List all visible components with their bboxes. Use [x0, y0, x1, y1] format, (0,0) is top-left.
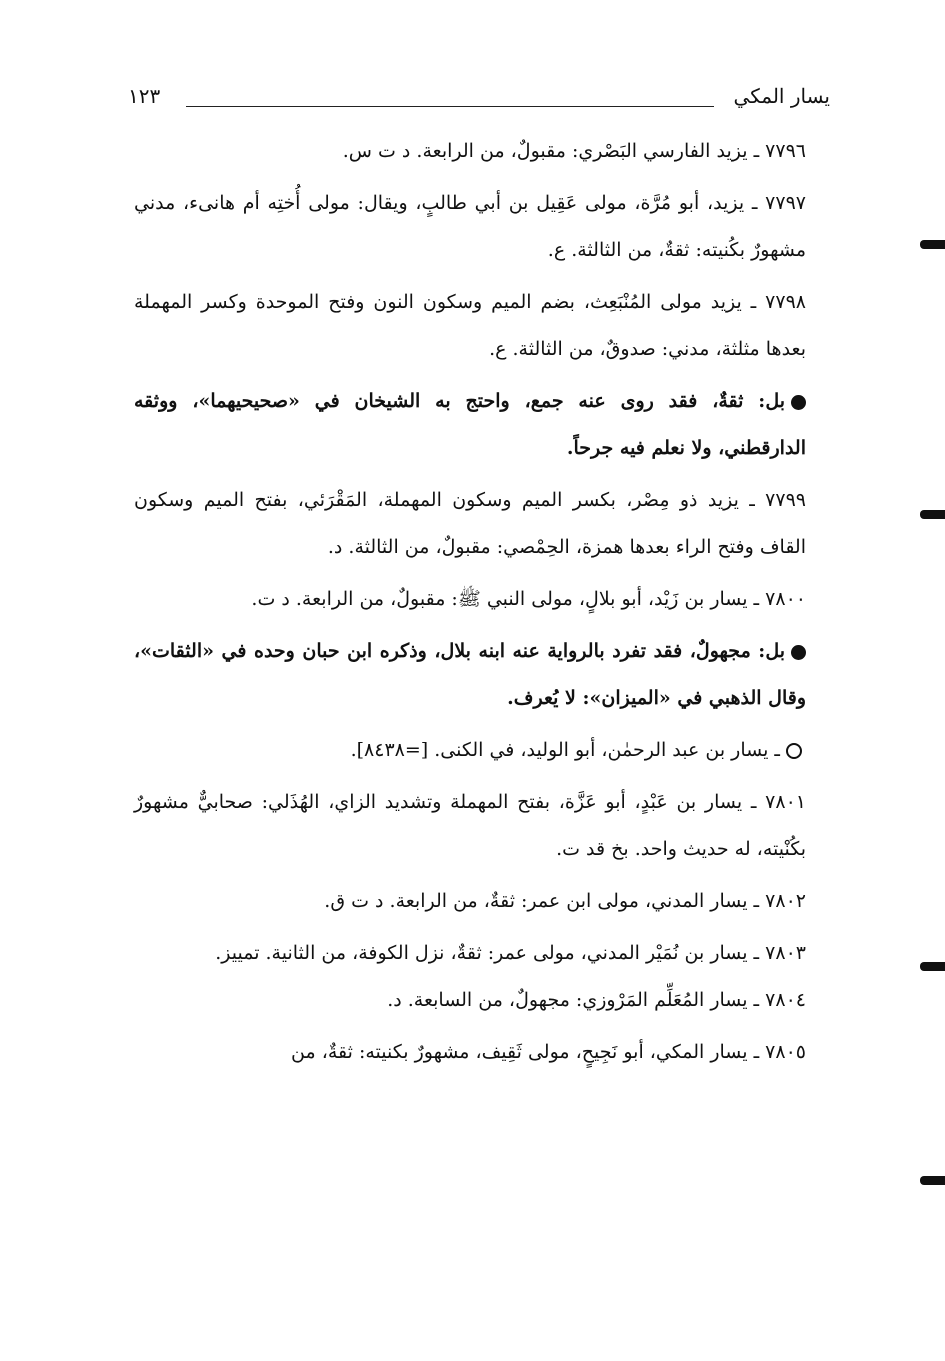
entry-7796: ٧٧٩٦ ـ يزيد الفارسي البَصْري: مقبولٌ، من الرابعة. د ت س. [342, 140, 806, 162]
page-header [128, 82, 830, 116]
entry-7798: ٧٧٩٨ ـ يزيد مولى المُنْبَعِث، بضم الميم وسكون النون وفتح الموحدة وكسر المهملة بعدها مثلثة، مدني: صدوقٌ، من الثالثة. ع. [134, 291, 806, 360]
filled-circle-icon [791, 395, 806, 410]
entry-7797: ٧٧٩٧ ـ يزيد، أبو مُرَّة، مولى عَقِيل بن أبي طالبٍ، ويقال: مولى أُختِه أم هانىء، مدني مشهورٌ بكُنيته: ثقةٌ، من الثالثة. ع. [134, 192, 806, 261]
editor-note [134, 378, 836, 472]
entry-7803: ٧٨٠٣ ـ يسار بن نُمَيْر المدني، مولى عمر: ثقةٌ، نزل الكوفة، من الثانية. تمييز. [215, 942, 806, 964]
filled-circle-icon [791, 645, 806, 660]
margin-tab-mark [920, 962, 945, 971]
margin-tab-mark [920, 1176, 945, 1185]
entry-7802: ٧٨٠٢ ـ يسار المدني، مولى ابن عمر: ثقةٌ، من الرابعة. د ت ق. [324, 890, 806, 912]
entry-7805: ٧٨٠٥ ـ يسار المكي، أبو نَجِيحٍ، مولى ثَقِيف، مشهورٌ بكنيته: ثقةٌ، من [291, 1041, 806, 1063]
page-number: ١٢٣ [128, 84, 161, 108]
editor-note-text: بل: ثقةٌ، فقد روى عنه جمع، واحتج به الشيخان في «صحيحيهما»، ووثقه الدارقطني، ولا نعلم فيه جرحاً. [134, 390, 806, 459]
open-circle-icon [786, 743, 802, 759]
entry-7799: ٧٧٩٩ ـ يزيد ذو مِصْر، بكسر الميم وسكون المهملة، المَقْرَئي، بفتح الميم وسكون القاف وفتح الراء بعدها همزة، الحِمْصي: مقبولٌ، من الثالثة. د. [134, 489, 806, 558]
entries-body [134, 128, 836, 1081]
entry-7800: ٧٨٠٠ ـ يسار بن زَيْد، أبو بلالٍ، مولى النبي ﷺ: مقبولٌ، من الرابعة. د ت. [251, 588, 806, 610]
editor-note [134, 628, 836, 722]
editor-note-text: بل: مجهولٌ، فقد تفرد بالرواية عنه ابنه بلال، وذكره ابن حبان وحده في «الثقات»، وقال الذهبي في «الميزان»: لا يُعرف. [134, 640, 806, 709]
running-title: يسار المكي [733, 84, 830, 108]
entry-7804: ٧٨٠٤ ـ يسار المُعَلِّم المَرْوزي: مجهولٌ، من السابعة. د. [387, 989, 806, 1011]
margin-tab-mark [920, 240, 945, 249]
cross-reference [134, 727, 836, 774]
header-rule [186, 106, 714, 107]
cross-reference-text: ـ يسار بن عبد الرحمٰن، أبو الوليد، في الكنى. [=٨٤٣٨]. [350, 739, 780, 761]
entry-7801: ٧٨٠١ ـ يسار بن عَبْدٍ، أبو عَزَّة، بفتح المهملة وتشديد الزاي، الهُذَلي: صحابيٌّ مشهورٌ بكُنْيته، له حديث واحد. بخ قد ت. [134, 791, 806, 860]
margin-tab-mark [920, 510, 945, 519]
